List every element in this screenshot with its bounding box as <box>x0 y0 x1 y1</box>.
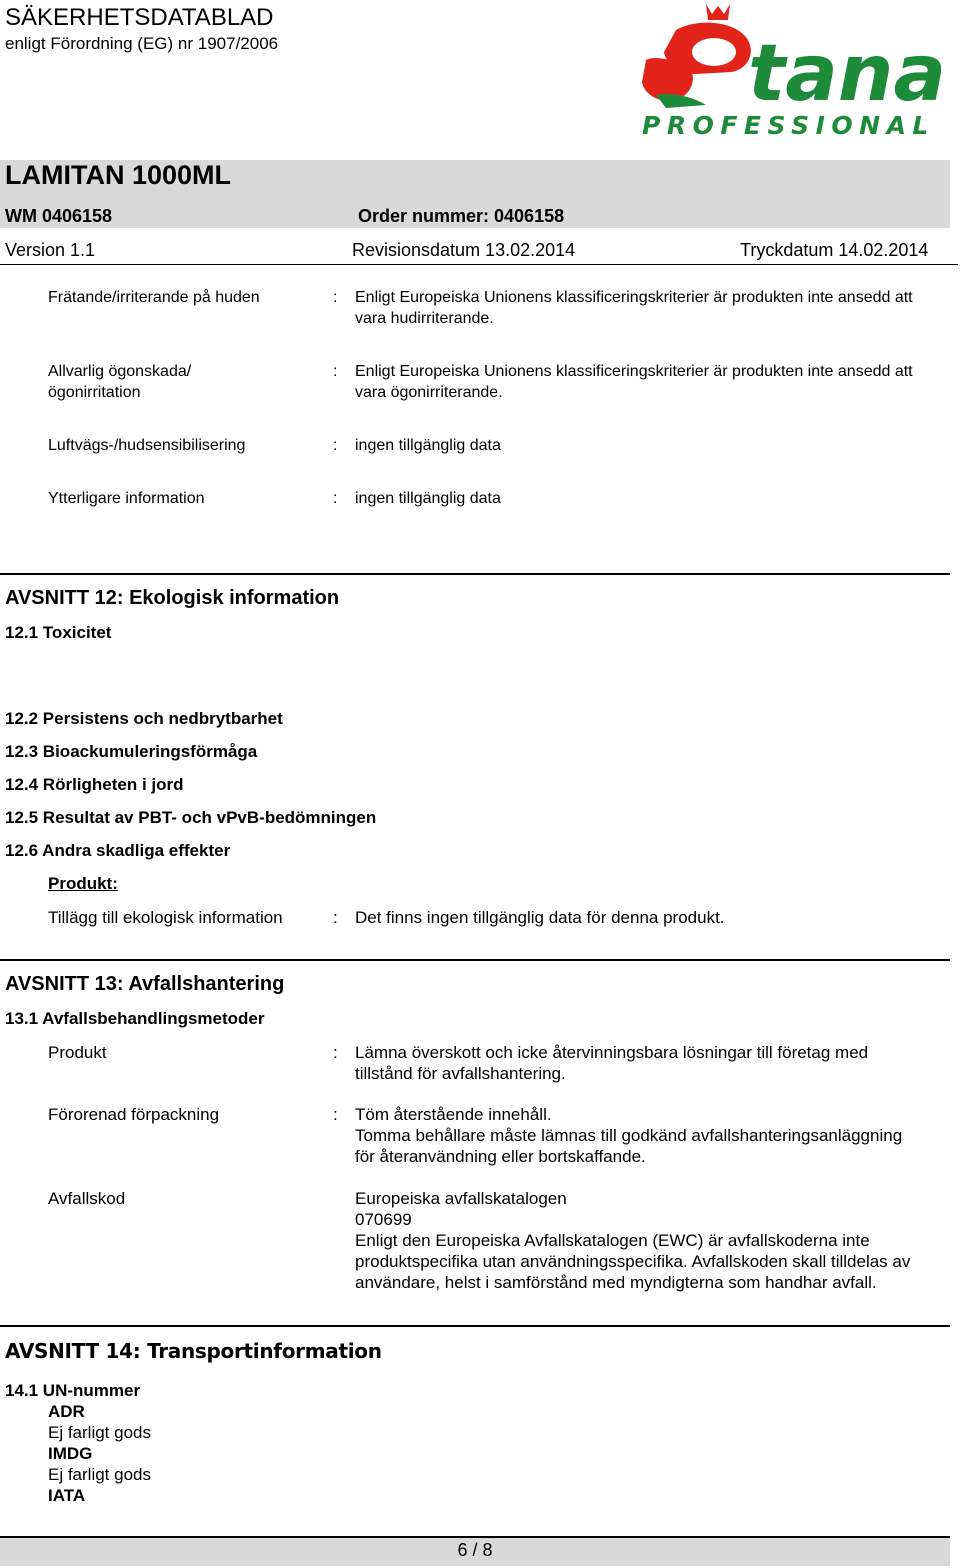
imdg-heading: IMDG <box>48 1444 93 1463</box>
section-divider <box>0 959 950 961</box>
subsection-12-1: 12.1 Toxicitet <box>5 623 112 642</box>
subsection-13-1: 13.1 Avfallsbehandlingsmetoder <box>5 1009 265 1028</box>
row-colon: : <box>333 1105 338 1124</box>
product-name: LAMITAN 1000ML <box>5 160 232 190</box>
tana-professional-logo <box>636 0 951 142</box>
row-value-line: 070699 <box>355 1210 412 1229</box>
imdg-value: Ej farligt gods <box>48 1465 151 1484</box>
document-title: SÄKERHETSDATABLAD <box>5 4 274 31</box>
section-divider <box>0 573 950 575</box>
wm-number: WM 0406158 <box>5 206 113 226</box>
subsection-14-1: 14.1 UN-nummer <box>5 1381 141 1400</box>
row-label: Ytterligare information <box>48 490 205 507</box>
regulation-subtitle: enligt Förordning (EG) nr 1907/2006 <box>5 34 279 53</box>
row-value: Det finns ingen tillgänglig data för denna produkt. <box>355 908 725 927</box>
iata-heading: IATA <box>48 1486 86 1505</box>
adr-heading: ADR <box>48 1402 85 1421</box>
section-12-title: AVSNITT 12: Ekologisk information <box>5 587 340 609</box>
header-divider <box>0 264 958 265</box>
row-label: Frätande/irriterande på huden <box>48 289 260 306</box>
product-heading: Produkt: <box>48 874 118 893</box>
row-label: Produkt <box>48 1043 107 1062</box>
row-value: ingen tillgänglig data <box>355 437 501 454</box>
row-value-line: Europeiska avfallskatalogen <box>355 1189 567 1208</box>
section-divider <box>0 1325 950 1327</box>
brand-wordmark: tana <box>748 29 947 119</box>
row-colon: : <box>333 490 338 507</box>
row-value <box>355 1188 925 1293</box>
subsection-12-6: 12.6 Andra skadliga effekter <box>5 841 231 860</box>
version: Version 1.1 <box>5 240 96 260</box>
row-label: Avfallskod <box>48 1189 126 1208</box>
row-value <box>355 1104 925 1167</box>
mascot-icon <box>642 4 751 108</box>
page-number: 6 / 8 <box>457 1540 493 1560</box>
section-14-title: AVSNITT 14: Transportinformation <box>5 1339 382 1363</box>
row-value: ingen tillgänglig data <box>355 490 501 507</box>
subsection-12-4: 12.4 Rörligheten i jord <box>5 775 184 794</box>
row-label: Förorenad förpackning <box>48 1105 220 1124</box>
row-label: Tillägg till ekologisk information <box>48 908 283 927</box>
row-colon: : <box>333 1043 338 1062</box>
row-label: Luftvägs-/hudsensibilisering <box>48 437 246 454</box>
subsection-12-3: 12.3 Bioackumuleringsförmåga <box>5 742 258 761</box>
row-value-line: Töm återstående innehåll. <box>355 1105 552 1124</box>
row-colon: : <box>333 908 338 927</box>
row-value: Enligt Europeiska Unionens klassificeringskriterier är produkten inte ansedd att vara hudirriterande. <box>355 289 913 327</box>
row-label: Allvarlig ögonskada/ögonirritation <box>48 363 192 401</box>
order-number: Order nummer: 0406158 <box>358 206 565 226</box>
row-colon: : <box>333 437 338 454</box>
subsection-12-2: 12.2 Persistens och nedbrytbarhet <box>5 709 283 728</box>
brand-tagline: PROFESSIONAL <box>642 111 935 140</box>
row-value-line: Tomma behållare måste lämnas till godkänd avfallshanteringsanläggning för återanvändning eller bortskaffande. <box>355 1126 903 1166</box>
section-13-title: AVSNITT 13: Avfallshantering <box>5 973 285 995</box>
adr-value: Ej farligt gods <box>48 1423 151 1442</box>
revision-date: Revisionsdatum 13.02.2014 <box>352 240 576 260</box>
print-date: Tryckdatum 14.02.2014 <box>740 240 929 260</box>
subsection-12-5: 12.5 Resultat av PBT- och vPvB-bedömningen <box>5 808 377 827</box>
row-value-line: Enligt den Europeiska Avfallskatalogen (EWC) är avfallskoderna inte produktspecifika utan användningsspecifika. Avfallskoden skall tilldelas av användare, helst i samförstånd med myndigterna som handhar avfall. <box>355 1231 911 1292</box>
row-colon: : <box>333 363 338 380</box>
row-value: Lämna överskott och icke återvinningsbara lösningar till företag med tillstånd för avfallshantering. <box>355 1043 869 1083</box>
row-value: Enligt Europeiska Unionens klassificeringskriterier är produkten inte ansedd att vara ögonirriterande. <box>355 363 913 401</box>
row-colon: : <box>333 289 338 306</box>
